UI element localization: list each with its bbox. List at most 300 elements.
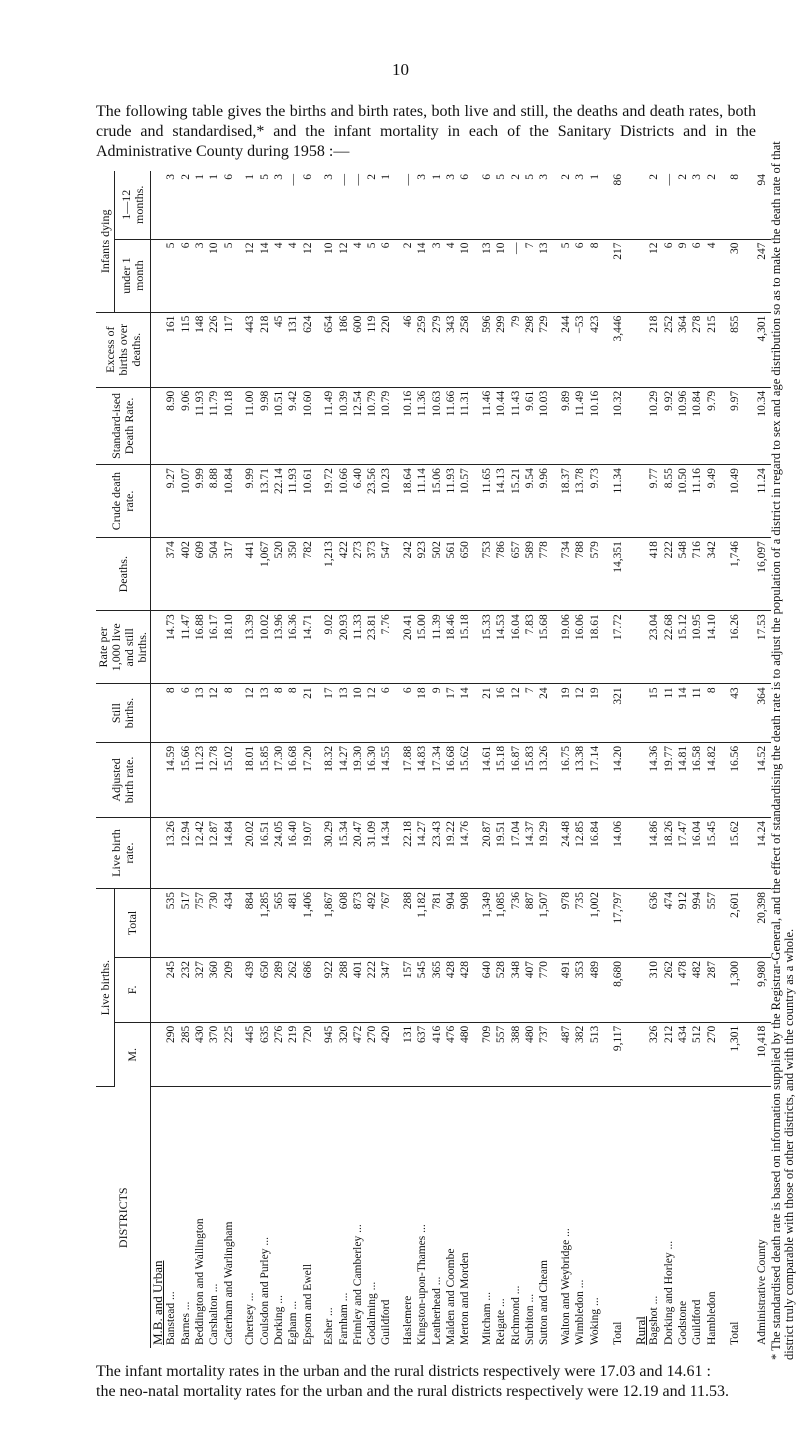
cell-sdr: 11.43	[510, 387, 524, 464]
cell-u1m: 3	[431, 239, 445, 312]
cell-lbr: 16.51	[259, 818, 273, 889]
district-name: Mitcham ...	[480, 1291, 493, 1345]
cell-abr: 16.68	[445, 742, 459, 817]
cell-sdr: 9.06	[180, 387, 194, 464]
cell-f: 353	[574, 957, 588, 1022]
cell-m112: 1	[380, 171, 394, 239]
cell-abr: 16.75	[553, 742, 575, 817]
cell-rate: 23.04	[648, 611, 662, 684]
cell-f: 348	[510, 957, 524, 1022]
cell-excess: 855	[720, 312, 751, 387]
cell-sdr: 11.46	[474, 387, 496, 464]
cell-lbr: 20.02	[237, 818, 259, 889]
cell-total: 887	[524, 889, 538, 958]
cell-cdr: 11.24	[751, 465, 771, 538]
cell-u1m: 6	[663, 239, 677, 312]
cell-lbr: 12.94	[180, 818, 194, 889]
district-name: Beddington and Wallington	[193, 1218, 206, 1345]
cell-sb: 8	[273, 684, 287, 742]
cell-sdr: 9.98	[259, 387, 273, 464]
cell-f: 287	[706, 957, 720, 1022]
cell-u1m: 217	[603, 239, 634, 312]
cell-sdr: 10.84	[691, 387, 705, 464]
cell-rate: 7.83	[524, 611, 538, 684]
footer-line-1: The infant mortality rates in the urban and the rural districts respectively were 17.03 and 14.61 :	[96, 1363, 711, 1380]
cell-m112: 6	[302, 171, 316, 239]
cell-sdr: 11.00	[237, 387, 259, 464]
cell-m: 212	[663, 1022, 677, 1087]
district-name: Carshalton ...	[208, 1283, 221, 1345]
cell-total: 20,398	[751, 889, 771, 958]
cell-abr: 19.77	[663, 742, 677, 817]
header-rate-per-1000: Rate per 1,000 live and still births.	[96, 611, 151, 684]
cell-sb: 17	[445, 684, 459, 742]
cell-m112: 2	[366, 171, 380, 239]
cell-m: 388	[510, 1022, 524, 1087]
table-row	[510, 171, 524, 1348]
cell-sb: 12	[574, 684, 588, 742]
cell-m112: 3	[445, 171, 459, 239]
cell-m112: 3	[416, 171, 430, 239]
header-standardised-death-rate: Standard-ised Death Rate.	[96, 387, 151, 464]
cell-abr: 15.02	[223, 742, 237, 817]
cell-total: 978	[553, 889, 575, 958]
cell-cdr: 10.57	[459, 465, 473, 538]
cell-deaths: 222	[663, 538, 677, 611]
cell-cdr: 22.14	[273, 465, 287, 538]
cell-cdr: 10.50	[677, 465, 691, 538]
cell-total: 884	[237, 889, 259, 958]
cell-deaths: 778	[538, 538, 552, 611]
cell-excess: 423	[589, 312, 603, 387]
cell-abr: 14.27	[338, 742, 352, 817]
cell-lbr: 16.84	[589, 818, 603, 889]
cell-sb: 6	[380, 684, 394, 742]
table-row	[259, 171, 273, 1348]
cell-cdr: 9.99	[237, 465, 259, 538]
cell-abr: 17.30	[273, 742, 287, 817]
cell-deaths: 788	[574, 538, 588, 611]
cell-sb: 19	[553, 684, 575, 742]
cell-total: 636	[648, 889, 662, 958]
cell-excess: 443	[237, 312, 259, 387]
cell-cdr: 9.27	[165, 465, 179, 538]
cell-sdr: 11.49	[316, 387, 338, 464]
cell-cdr: 9.49	[706, 465, 720, 538]
cell-total: 474	[663, 889, 677, 958]
cell-sb: 14	[677, 684, 691, 742]
cell-cdr: 9.96	[538, 465, 552, 538]
cell-m: 737	[538, 1022, 552, 1087]
cell-u1m: 2	[395, 239, 417, 312]
cell-m112: 2	[706, 171, 720, 239]
cell-sdr: 8.90	[165, 387, 179, 464]
table-row	[663, 171, 677, 1348]
empty-cell	[151, 957, 166, 1022]
empty-cell	[151, 818, 166, 889]
cell-deaths: 786	[495, 538, 509, 611]
footnote-sidebar	[770, 110, 798, 1360]
cell-cdr: 10.07	[180, 465, 194, 538]
cell-u1m: —	[510, 239, 524, 312]
cell-sb: 8	[287, 684, 301, 742]
district-name: Woking ...	[588, 1297, 601, 1345]
cell-rate: 13.39	[237, 611, 259, 684]
cell-excess: 654	[316, 312, 338, 387]
district-name: Bagshot ...	[648, 1295, 661, 1345]
cell-rate: 10.02	[259, 611, 273, 684]
district-name: Barnes ...	[179, 1301, 192, 1345]
cell-sdr: 10.03	[538, 387, 552, 464]
cell-total: 994	[691, 889, 705, 958]
cell-sb: 12	[366, 684, 380, 742]
cell-rate: 16.36	[287, 611, 301, 684]
table-row	[165, 171, 179, 1348]
cell-m: 276	[273, 1022, 287, 1087]
table-row	[316, 171, 338, 1348]
cell-f: 157	[395, 957, 417, 1022]
cell-sdr: 10.60	[302, 387, 316, 464]
cell-sb: 9	[431, 684, 445, 742]
cell-sdr: 10.32	[603, 387, 634, 464]
cell-m112: —	[338, 171, 352, 239]
footnote-text: * The standardised death rate is based on information supplied by the Registrar-General, and the effect of standardising the death rate is to adjust the population of a district in regard to sex and age distribution so as to make the death rate of that district truly comparable with those of other districts, and with the country as a whole.	[769, 141, 796, 1360]
district-name: Esher ...	[322, 1307, 335, 1345]
cell-rate: 19.06	[553, 611, 575, 684]
cell-total: 288	[395, 889, 417, 958]
empty-cell	[634, 684, 648, 742]
cell-m112: 3	[165, 171, 179, 239]
cell-lbr: 17.47	[677, 818, 691, 889]
table-row	[416, 171, 430, 1348]
cell-deaths: 753	[474, 538, 496, 611]
district-name: Guildford	[691, 1299, 704, 1345]
cell-rate: 7.76	[380, 611, 394, 684]
cell-f: 428	[459, 957, 473, 1022]
cell-excess: 79	[510, 312, 524, 387]
cell-deaths: 1,213	[316, 538, 338, 611]
cell-f: 327	[194, 957, 208, 1022]
table-row	[194, 171, 208, 1348]
cell-m: 270	[706, 1022, 720, 1087]
cell-sb: 13	[259, 684, 273, 742]
cell-total: 873	[352, 889, 366, 958]
cell-lbr: 14.76	[459, 818, 473, 889]
cell-sdr: 10.29	[648, 387, 662, 464]
cell-sb: 6	[395, 684, 417, 742]
cell-deaths: 716	[691, 538, 705, 611]
cell-abr: 14.83	[416, 742, 430, 817]
district-name: Dorking ...	[272, 1295, 285, 1345]
cell-rate: 15.18	[459, 611, 473, 684]
cell-excess: 220	[380, 312, 394, 387]
table-row	[706, 171, 720, 1348]
cell-rate: 14.53	[495, 611, 509, 684]
cell-cdr: 11.14	[416, 465, 430, 538]
cell-sdr: 10.16	[589, 387, 603, 464]
cell-sb: 15	[648, 684, 662, 742]
cell-m: 10,418	[751, 1022, 771, 1087]
cell-total: 557	[706, 889, 720, 958]
cell-u1m: 10	[459, 239, 473, 312]
table-row	[648, 171, 662, 1348]
cell-m112: —	[287, 171, 301, 239]
header-adjusted-birth-rate: Adjusted birth rate.	[96, 742, 151, 817]
district-name: Sutton and Cheam	[538, 1260, 551, 1345]
cell-abr: 16.87	[510, 742, 524, 817]
cell-sb: 21	[474, 684, 496, 742]
cell-sdr: 10.51	[273, 387, 287, 464]
cell-sb: 11	[691, 684, 705, 742]
cell-m: 720	[302, 1022, 316, 1087]
cell-lbr: 14.24	[751, 818, 771, 889]
table-row	[395, 171, 417, 1348]
cell-sb: 10	[352, 684, 366, 742]
cell-sdr: 10.16	[395, 387, 417, 464]
district-name: Godstone	[677, 1300, 690, 1345]
cell-rate: 15.33	[474, 611, 496, 684]
empty-cell	[151, 1022, 166, 1087]
cell-m112: 3	[574, 171, 588, 239]
cell-abr: 16.58	[691, 742, 705, 817]
cell-rate: 11.33	[352, 611, 366, 684]
table-row	[691, 171, 705, 1348]
table-row	[273, 171, 287, 1348]
district-name: Godalming ...	[366, 1281, 379, 1345]
cell-total: 481	[287, 889, 301, 958]
cell-abr: 11.23	[194, 742, 208, 817]
cell-m112: 2	[510, 171, 524, 239]
cell-total: 17,797	[603, 889, 634, 958]
cell-cdr: 18.64	[395, 465, 417, 538]
cell-sdr: 11.93	[194, 387, 208, 464]
cell-m112: 1	[589, 171, 603, 239]
cell-excess: 252	[663, 312, 677, 387]
cell-excess: 215	[706, 312, 720, 387]
cell-lbr: 24.05	[273, 818, 287, 889]
cell-m112: 5	[259, 171, 273, 239]
table-row	[338, 171, 352, 1348]
cell-deaths: 504	[208, 538, 222, 611]
district-name: Malden and Coombe	[445, 1248, 458, 1345]
cell-deaths: 422	[338, 538, 352, 611]
cell-total: 736	[510, 889, 524, 958]
cell-u1m: 5	[366, 239, 380, 312]
cell-m: 434	[677, 1022, 691, 1087]
cell-f: 650	[259, 957, 273, 1022]
cell-sdr: 10.34	[751, 387, 771, 464]
section-title: M.B. and Urban	[150, 1260, 165, 1345]
header-infants-dying: Infants dying	[96, 171, 115, 312]
cell-deaths: 342	[706, 538, 720, 611]
cell-total: 565	[273, 889, 287, 958]
cell-sb: 12	[510, 684, 524, 742]
cell-deaths: 502	[431, 538, 445, 611]
cell-total: 492	[366, 889, 380, 958]
cell-u1m: 30	[720, 239, 751, 312]
cell-u1m: 14	[416, 239, 430, 312]
cell-rate: 10.95	[691, 611, 705, 684]
cell-u1m: 5	[223, 239, 237, 312]
table-row	[302, 171, 316, 1348]
cell-m: 709	[474, 1022, 496, 1087]
cell-excess: 218	[648, 312, 662, 387]
cell-deaths: 16,097	[751, 538, 771, 611]
cell-sb: 8	[223, 684, 237, 742]
cell-cdr: 13.78	[574, 465, 588, 538]
cell-abr: 13.26	[538, 742, 552, 817]
cell-m112: 6	[223, 171, 237, 239]
table-row	[720, 171, 751, 1348]
cell-abr: 15.18	[495, 742, 509, 817]
cell-abr: 19.30	[352, 742, 366, 817]
cell-total: 1,002	[589, 889, 603, 958]
cell-f: 232	[180, 957, 194, 1022]
cell-total: 767	[380, 889, 394, 958]
cell-u1m: 4	[445, 239, 459, 312]
cell-rate: 17.72	[603, 611, 634, 684]
cell-deaths: 520	[273, 538, 287, 611]
cell-total: 1,085	[495, 889, 509, 958]
cell-deaths: 350	[287, 538, 301, 611]
cell-f: 288	[338, 957, 352, 1022]
cell-f: 922	[316, 957, 338, 1022]
cell-cdr: 11.93	[287, 465, 301, 538]
footer-paragraph	[96, 1362, 766, 1402]
cell-cdr: 18.37	[553, 465, 575, 538]
cell-lbr: 14.84	[223, 818, 237, 889]
section-title-row	[634, 171, 648, 1348]
cell-excess: 343	[445, 312, 459, 387]
cell-total: 517	[180, 889, 194, 958]
cell-lbr: 14.06	[603, 818, 634, 889]
cell-m: 637	[416, 1022, 430, 1087]
cell-sdr: 11.31	[459, 387, 473, 464]
cell-cdr: 9.99	[194, 465, 208, 538]
cell-rate: 23.81	[366, 611, 380, 684]
cell-excess: 600	[352, 312, 366, 387]
cell-m112: 3	[538, 171, 552, 239]
cell-m: 285	[180, 1022, 194, 1087]
cell-abr: 17.14	[589, 742, 603, 817]
cell-excess: 161	[165, 312, 179, 387]
cell-f: 686	[302, 957, 316, 1022]
cell-u1m: 4	[706, 239, 720, 312]
cell-cdr: 11.93	[445, 465, 459, 538]
cell-cdr: 11.34	[603, 465, 634, 538]
empty-cell	[151, 889, 166, 958]
cell-m: 270	[366, 1022, 380, 1087]
cell-total: 535	[165, 889, 179, 958]
cell-lbr: 15.34	[338, 818, 352, 889]
rotated-table-wrapper	[96, 171, 769, 1348]
cell-f: 1,300	[720, 957, 751, 1022]
district-name: Haslemere	[401, 1295, 414, 1345]
cell-m: 512	[691, 1022, 705, 1087]
district-name: Farnham ...	[337, 1292, 350, 1345]
cell-m112: 2	[648, 171, 662, 239]
cell-total: 904	[445, 889, 459, 958]
cell-m112: 2	[677, 171, 691, 239]
cell-m112: 2	[553, 171, 575, 239]
cell-f: 640	[474, 957, 496, 1022]
table-row	[603, 171, 634, 1348]
cell-u1m: 12	[648, 239, 662, 312]
cell-u1m: 247	[751, 239, 771, 312]
cell-lbr: 31.09	[366, 818, 380, 889]
cell-m: 416	[431, 1022, 445, 1087]
cell-total: 434	[223, 889, 237, 958]
cell-rate: 14.71	[302, 611, 316, 684]
cell-lbr: 23.43	[431, 818, 445, 889]
cell-deaths: 1,746	[720, 538, 751, 611]
cell-m: 320	[338, 1022, 352, 1087]
cell-sdr: 10.96	[677, 387, 691, 464]
table-body	[151, 171, 772, 1348]
cell-deaths: 589	[524, 538, 538, 611]
cell-u1m: 12	[237, 239, 259, 312]
cell-m: 326	[648, 1022, 662, 1087]
empty-cell	[151, 387, 166, 464]
empty-cell	[634, 1022, 648, 1087]
cell-excess: 148	[194, 312, 208, 387]
district-name: Frimley and Camberley ...	[351, 1224, 364, 1345]
empty-cell	[634, 538, 648, 611]
footer-line-2: the neo-natal mortality rates for the urban and the rural districts respectively were 12.19 and 11.53.	[96, 1383, 729, 1400]
cell-sdr: 9.61	[524, 387, 538, 464]
cell-sb: 321	[603, 684, 634, 742]
cell-sb: 7	[524, 684, 538, 742]
cell-f: 347	[380, 957, 394, 1022]
district-name: Coulsdon and Purley ...	[258, 1237, 271, 1345]
cell-f: 401	[352, 957, 366, 1022]
district-name: Epsom and Ewell	[301, 1263, 314, 1345]
cell-m112: 3	[273, 171, 287, 239]
table-row	[223, 171, 237, 1348]
cell-lbr: 13.26	[165, 818, 179, 889]
cell-abr: 17.34	[431, 742, 445, 817]
header-deaths: Deaths.	[96, 538, 151, 611]
vital-statistics-table	[96, 171, 771, 1348]
cell-total: 912	[677, 889, 691, 958]
cell-f: 310	[648, 957, 662, 1022]
cell-rate: 16.06	[574, 611, 588, 684]
cell-sb: 12	[237, 684, 259, 742]
empty-cell	[634, 312, 648, 387]
cell-abr: 17.88	[395, 742, 417, 817]
cell-total: 757	[194, 889, 208, 958]
cell-sb: 43	[720, 684, 751, 742]
cell-excess: 278	[691, 312, 705, 387]
empty-cell	[151, 684, 166, 742]
cell-deaths: 547	[380, 538, 394, 611]
cell-m112: 6	[474, 171, 496, 239]
cell-m112: 3	[316, 171, 338, 239]
cell-excess: 45	[273, 312, 287, 387]
cell-cdr: 6.40	[352, 465, 366, 538]
cell-u1m: 4	[352, 239, 366, 312]
cell-f: 482	[691, 957, 705, 1022]
cell-lbr: 18.26	[663, 818, 677, 889]
cell-cdr: 10.84	[223, 465, 237, 538]
cell-abr: 14.36	[648, 742, 662, 817]
cell-m: 131	[395, 1022, 417, 1087]
cell-excess: 596	[474, 312, 496, 387]
cell-m112: 94	[751, 171, 771, 239]
cell-cdr: 8.88	[208, 465, 222, 538]
cell-lbr: 22.18	[395, 818, 417, 889]
cell-u1m: 6	[180, 239, 194, 312]
